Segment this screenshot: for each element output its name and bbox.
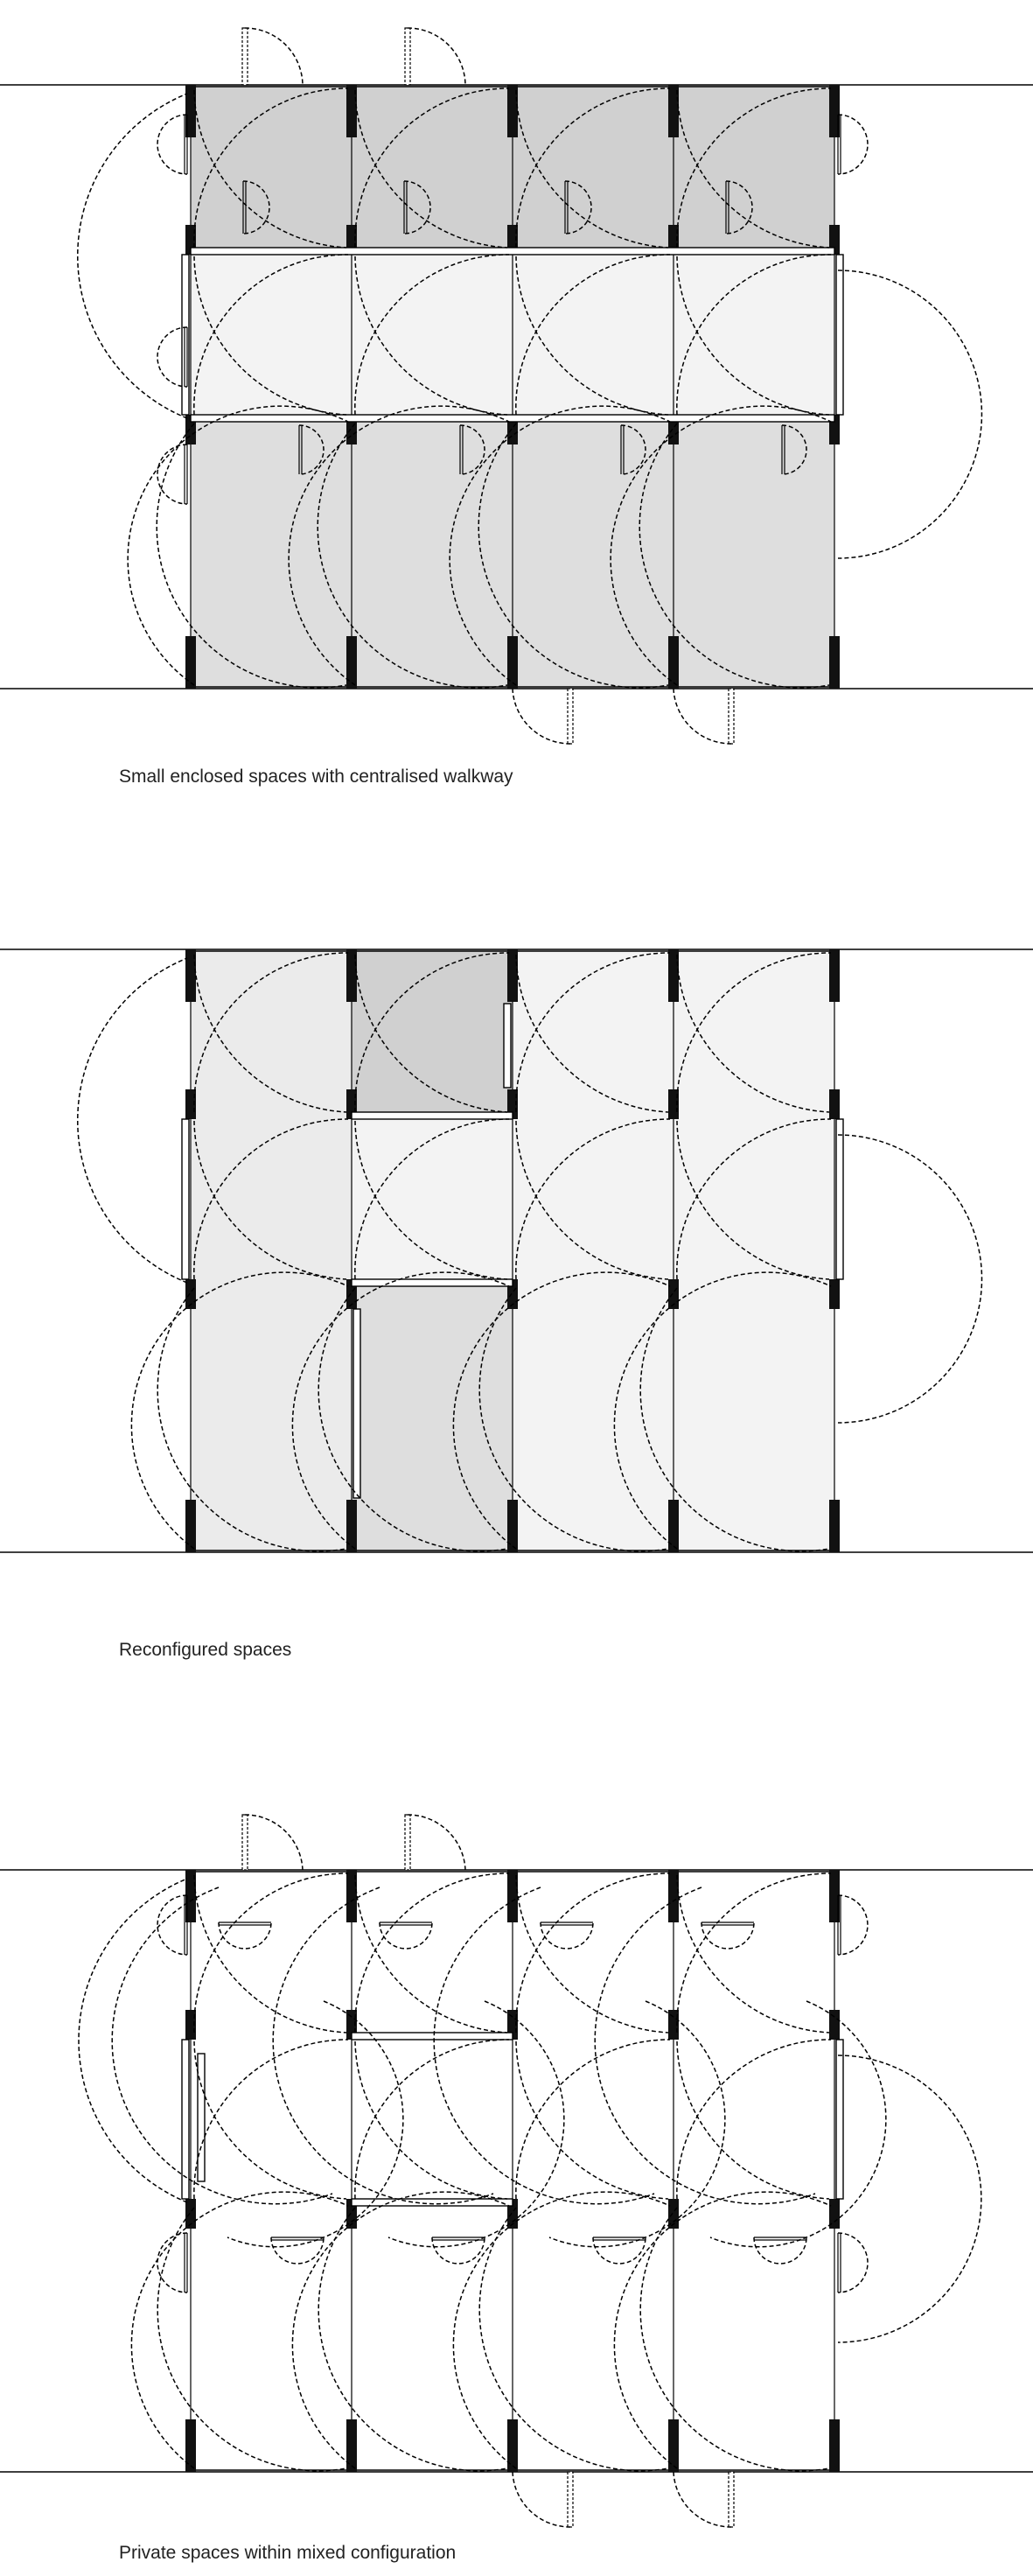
room-fill	[352, 949, 513, 1116]
wall-post	[185, 1500, 196, 1552]
door-swing	[78, 94, 187, 418]
door-swing	[838, 1135, 982, 1423]
door-swing	[513, 689, 570, 744]
partition-panel	[352, 1279, 513, 1286]
partition-panel	[836, 255, 843, 415]
outer-door	[405, 1815, 410, 1870]
room-fill	[191, 1870, 352, 2472]
wall-post	[185, 636, 196, 689]
outer-door	[568, 2472, 573, 2527]
partition-panel	[182, 2040, 189, 2199]
partition-panel	[504, 1004, 511, 1088]
wall-post	[507, 636, 518, 689]
door-swing	[838, 270, 981, 558]
outer-door	[242, 28, 248, 85]
wall-post	[507, 1500, 518, 1552]
door-swing	[157, 444, 187, 504]
partition-panel	[198, 2054, 205, 2181]
partition-panel	[353, 1309, 360, 1498]
room-fill	[352, 418, 513, 689]
partition-panel	[352, 1112, 513, 1119]
room-fill	[352, 251, 513, 418]
door-swing	[408, 28, 465, 85]
room-fill	[674, 1870, 834, 2472]
wall-post	[829, 2419, 840, 2472]
wall-post	[346, 2419, 357, 2472]
door-swing	[838, 1895, 868, 1955]
door-swing	[79, 1879, 187, 2202]
room-fill	[674, 418, 834, 689]
door-swing	[674, 689, 731, 744]
wall-post	[829, 636, 840, 689]
wall-post	[668, 1500, 679, 1552]
partition-panel	[836, 2040, 843, 2199]
room-fill	[513, 1870, 674, 2472]
room-fill	[191, 251, 352, 418]
room-fill	[513, 251, 674, 418]
door-swing	[408, 1815, 465, 1870]
door-swing	[245, 1815, 303, 1870]
partition-panel	[836, 1119, 843, 1279]
caption-plan-1: Small enclosed spaces with centralised walkway	[119, 766, 513, 787]
plan-enclosed-walkway	[0, 28, 1033, 744]
outer-door	[568, 689, 573, 744]
partition-panel	[352, 2199, 513, 2206]
room-fill	[191, 85, 352, 251]
room-fill	[191, 949, 352, 1552]
outer-door	[729, 2472, 734, 2527]
plan-mixed-private	[0, 1815, 1033, 2527]
outer-door	[405, 28, 410, 85]
wall-post	[829, 949, 840, 1002]
room-fill	[674, 251, 834, 418]
door-swing	[157, 2233, 187, 2292]
partition-panel	[191, 415, 834, 422]
room-fill	[513, 418, 674, 689]
partition-panel	[352, 2033, 513, 2040]
door-swing	[245, 28, 303, 85]
partition-panel	[191, 248, 834, 255]
wall-post	[346, 1500, 357, 1552]
partition-panel	[182, 1119, 189, 1279]
room-fill	[352, 1116, 513, 1283]
room-fill	[352, 1283, 513, 1552]
outer-door	[729, 689, 734, 744]
room-fill	[191, 418, 352, 689]
caption-plan-3: Private spaces within mixed configuration	[119, 2543, 457, 2563]
room-fill	[352, 85, 513, 251]
door-swing	[838, 115, 868, 174]
door-swing	[78, 958, 187, 1283]
wall-post	[829, 1500, 840, 1552]
wall-post	[829, 1279, 840, 1309]
wall-post	[185, 2419, 196, 2472]
door-swing	[157, 1895, 187, 1955]
partition-panel	[182, 255, 189, 415]
plan-reconfigured	[0, 949, 1033, 1552]
door-swing	[513, 2472, 570, 2527]
wall-post	[829, 1089, 840, 1119]
door-swing	[838, 2233, 868, 2292]
wall-post	[668, 636, 679, 689]
wall-post	[507, 2419, 518, 2472]
door-swing	[674, 2472, 731, 2527]
door-swing	[157, 115, 187, 174]
wall-post	[829, 2010, 840, 2040]
room-fill	[352, 1870, 513, 2472]
caption-plan-2: Reconfigured spaces	[119, 1640, 292, 1660]
door-swing	[838, 2055, 981, 2342]
room-fill	[674, 85, 834, 251]
outer-door	[242, 1815, 248, 1870]
room-fill	[513, 85, 674, 251]
wall-post	[668, 2419, 679, 2472]
wall-post	[346, 636, 357, 689]
